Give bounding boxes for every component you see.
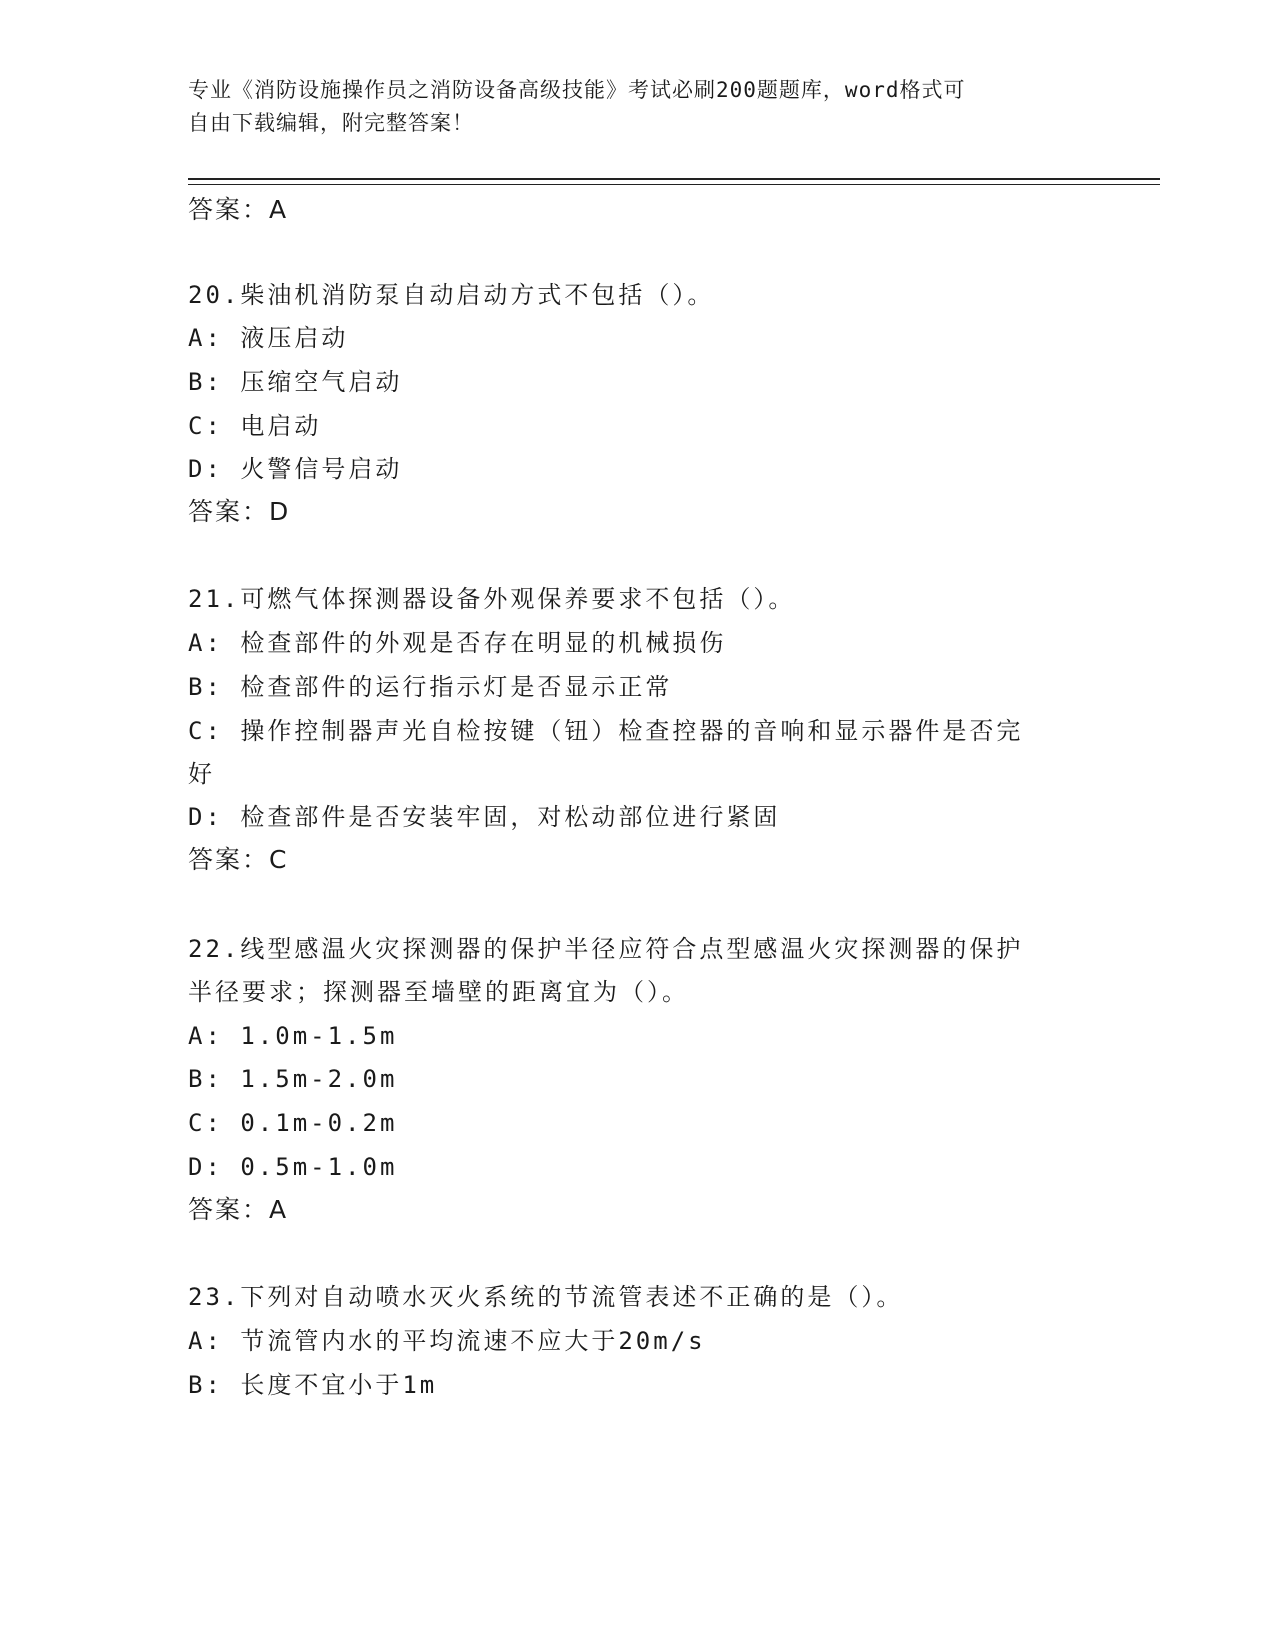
question-22-option-c: C: 0.1m-0.2m <box>188 1109 398 1137</box>
question-22-answer: 答案：A <box>188 1195 289 1224</box>
header-divider-thin <box>188 184 1160 185</box>
document-header <box>188 74 1068 140</box>
question-20-stem: 20.柴油机消防泵自动启动方式不包括（）。 <box>188 281 715 309</box>
header-line-2: 自由下载编辑，附完整答案！ <box>188 111 474 135</box>
question-20-option-b: B: 压缩空气启动 <box>188 368 403 396</box>
question-23-option-a: A: 节流管内水的平均流速不应大于20m/s <box>188 1327 706 1355</box>
question-22-option-b: B: 1.5m-2.0m <box>188 1065 398 1093</box>
question-20-option-c: C: 电启动 <box>188 412 322 440</box>
question-21-option-a: A: 检查部件的外观是否存在明显的机械损伤 <box>188 629 727 657</box>
question-20-option-d: D: 火警信号启动 <box>188 455 403 483</box>
header-line-1: 专业《消防设施操作员之消防设备高级技能》考试必刷200题题库，word格式可 <box>188 78 966 102</box>
question-22-option-d: D: 0.5m-1.0m <box>188 1153 398 1181</box>
question-21-answer: 答案：C <box>188 845 289 874</box>
question-22-option-a: A: 1.0m-1.5m <box>188 1022 398 1050</box>
question-21-stem: 21.可燃气体探测器设备外观保养要求不包括（）。 <box>188 585 796 613</box>
question-22-stem-line-1: 22.线型感温火灾探测器的保护半径应符合点型感温火灾探测器的保护 <box>188 935 1024 963</box>
question-20-option-a: A: 液压启动 <box>188 324 349 352</box>
previous-answer: 答案：A <box>188 195 289 224</box>
question-21-option-c: C: 操作控制器声光自检按键（钮）检查控器的音响和显示器件是否完 <box>188 717 1024 745</box>
question-20-answer: 答案：D <box>188 497 291 526</box>
question-21-option-d: D: 检查部件是否安装牢固，对松动部位进行紧固 <box>188 803 781 831</box>
question-23-option-b: B: 长度不宜小于1m <box>188 1371 438 1399</box>
question-21-option-c-continued: 好 <box>188 760 215 788</box>
question-22-stem-line-2: 半径要求；探测器至墙壁的距离宜为（）。 <box>188 978 689 1006</box>
header-divider-thick <box>188 178 1160 180</box>
question-23-stem: 23.下列对自动喷水灭火系统的节流管表述不正确的是（）。 <box>188 1283 904 1311</box>
question-21-option-b: B: 检查部件的运行指示灯是否显示正常 <box>188 673 673 701</box>
